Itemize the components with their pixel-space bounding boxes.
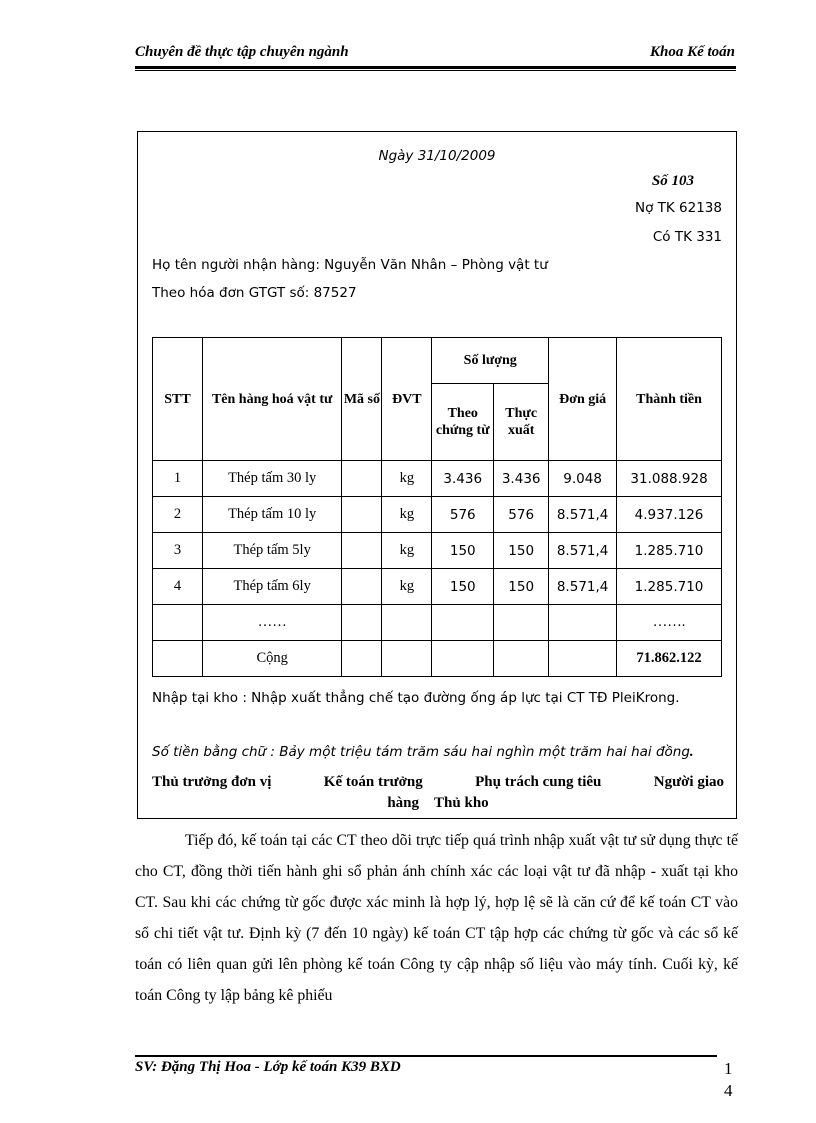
signature-storekeeper: Thủ kho: [434, 795, 489, 811]
cell-empty: [382, 605, 432, 641]
cell-empty: [382, 641, 432, 677]
cell-empty: [153, 605, 203, 641]
invoice-line: Theo hóa đơn GTGT số: 87527: [152, 285, 357, 301]
signature-head: Thủ trưởng đơn vị: [152, 774, 272, 790]
table-row-ellipsis: [153, 605, 722, 641]
total-amount: 71.862.122: [617, 641, 722, 677]
col-qty-doc: Theo chứng từ: [432, 384, 494, 461]
signature-supply: Phụ trách cung tiêu: [475, 774, 602, 790]
cell-name: Thép tấm 6ly: [202, 569, 342, 605]
footer-rule: [135, 1055, 717, 1057]
page-number-line-1: 1: [724, 1059, 733, 1078]
materials-table: [152, 337, 722, 677]
col-amount: Thành tiền: [617, 338, 722, 461]
credit-account: Có TK 331: [652, 229, 722, 245]
cell-stt: 4: [153, 569, 203, 605]
cell-stt: 2: [153, 497, 203, 533]
cell-price: 8.571,4: [549, 533, 617, 569]
cell-qty-actual: 576: [494, 497, 549, 533]
slip-number: Số 103: [651, 173, 694, 189]
total-label: Cộng: [202, 641, 342, 677]
table-row: [153, 461, 722, 497]
cell-empty: [549, 605, 617, 641]
cell-qty-doc: 150: [432, 533, 494, 569]
receipt-slip: [137, 131, 737, 819]
cell-amount: 31.088.928: [617, 461, 722, 497]
cell-code: [342, 497, 382, 533]
cell-stt: 1: [153, 461, 203, 497]
footer-student: SV: Đặng Thị Hoa - Lớp kế toán K39 BXD: [135, 1059, 401, 1075]
page-number: [724, 1058, 733, 1102]
cell-unit: kg: [382, 533, 432, 569]
cell-name: Thép tấm 10 ly: [202, 497, 342, 533]
signature-deliverer-cont: hàng: [387, 795, 420, 811]
table-row: [153, 533, 722, 569]
debit-account: Nợ TK 62138: [635, 200, 722, 216]
cell-name: Thép tấm 5ly: [202, 533, 342, 569]
col-code: Mã số: [342, 338, 382, 461]
col-qty-actual: Thực xuất: [494, 384, 549, 461]
cell-amount: 4.937.126: [617, 497, 722, 533]
cell-qty-actual: 3.436: [494, 461, 549, 497]
cell-ellipsis: ……: [202, 605, 342, 641]
body-paragraph: Tiếp đó, kế toán tại các CT theo dõi trực tiếp quá trình nhập xuất vật tư sử dụng thực tế cho CT, đồng thời tiến hành ghi sổ phản ánh chính xác các loại vật tư đã nhập - xuất tại kho CT. Sau khi các chứng từ gốc được xác minh là hợp lý, hợp lệ sẽ là căn cứ để kế toán CT vào sổ chi tiết vật tư. Định kỳ (7 đến 10 ngày) kế toán CT tập hợp các chứng từ gốc và các sổ kế toán có liên quan gửi lên phòng kế toán Công ty cập nhập số liệu vào máy tính. Cuối kỳ, kế toán Công ty lập bảng kê phiếu: [135, 832, 738, 1004]
cell-unit: kg: [382, 461, 432, 497]
cell-empty: [342, 605, 382, 641]
cell-code: [342, 533, 382, 569]
amount-words-value: Bảy một triệu tám trăm sáu hai nghìn một trăm hai hai đồng: [274, 744, 690, 760]
cell-unit: kg: [382, 497, 432, 533]
receiver-line: Họ tên người nhận hàng: Nguyễn Văn Nhân – Phòng vật tư: [152, 257, 548, 273]
amount-words-label: Số tiền bằng chữ :: [152, 744, 275, 760]
header-left: Chuyên đề thực tập chuyên ngành: [135, 44, 349, 60]
cell-qty-doc: 3.436: [432, 461, 494, 497]
col-price: Đơn giá: [549, 338, 617, 461]
cell-qty-actual: 150: [494, 569, 549, 605]
col-unit: ĐVT: [382, 338, 432, 461]
cell-empty: [494, 605, 549, 641]
cell-qty-doc: 150: [432, 569, 494, 605]
cell-unit: kg: [382, 569, 432, 605]
cell-code: [342, 461, 382, 497]
cell-price: 8.571,4: [549, 569, 617, 605]
col-qty: Số lượng: [432, 338, 549, 384]
cell-qty-actual: 150: [494, 533, 549, 569]
header-right: Khoa Kế toán: [649, 44, 735, 60]
table-row: [153, 569, 722, 605]
col-stt: STT: [153, 338, 203, 461]
header-rule: [135, 66, 736, 71]
page-header: [135, 44, 735, 68]
cell-code: [342, 569, 382, 605]
cell-price: 9.048: [549, 461, 617, 497]
cell-empty: [494, 641, 549, 677]
cell-stt: 3: [153, 533, 203, 569]
cell-amount: 1.285.710: [617, 533, 722, 569]
cell-amount: 1.285.710: [617, 569, 722, 605]
cell-empty: [432, 641, 494, 677]
table-row-total: [153, 641, 722, 677]
amount-words-end: .: [689, 744, 694, 760]
cell-empty: [432, 605, 494, 641]
page-number-line-2: 4: [724, 1081, 733, 1100]
signature-deliverer: Người giao: [653, 774, 724, 790]
cell-empty: [549, 641, 617, 677]
table-row: [153, 497, 722, 533]
col-name: Tên hàng hoá vật tư: [202, 338, 342, 461]
cell-empty: [153, 641, 203, 677]
cell-qty-doc: 576: [432, 497, 494, 533]
cell-ellipsis: …….: [617, 605, 722, 641]
cell-empty: [342, 641, 382, 677]
signatures: [152, 772, 724, 814]
amount-in-words: [152, 744, 732, 761]
slip-date: Ngày 31/10/2009: [378, 148, 496, 164]
cell-price: 8.571,4: [549, 497, 617, 533]
cell-name: Thép tấm 30 ly: [202, 461, 342, 497]
signature-chief-accountant: Kế toán trưởng: [323, 774, 423, 790]
warehouse-note: Nhập tại kho : Nhập xuất thẳng chế tạo đường ống áp lực tại CT TĐ PleiKrong.: [152, 690, 680, 706]
